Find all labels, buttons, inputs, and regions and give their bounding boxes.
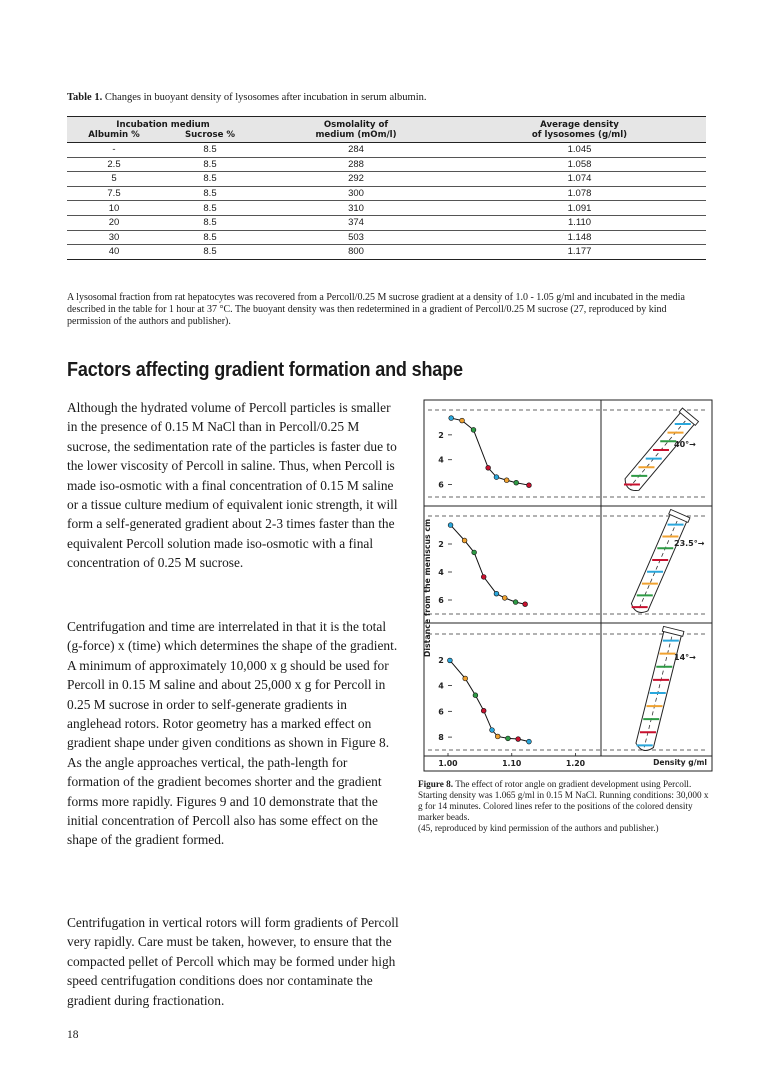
cell-osmolality: 292	[259, 172, 453, 187]
cell-osmolality: 310	[259, 201, 453, 216]
data-point	[502, 596, 507, 601]
header-density-line2: of lysosomes (g/ml)	[531, 130, 628, 140]
centrifuge-tube	[621, 408, 699, 495]
header-density	[453, 117, 706, 143]
data-point	[490, 728, 495, 733]
cell-density: 1.058	[453, 157, 706, 172]
data-point	[463, 676, 468, 681]
cell-albumin: 30	[67, 230, 161, 245]
table-row	[67, 201, 706, 216]
cell-sucrose: 8.5	[161, 230, 259, 245]
header-incubation-label: Incubation medium	[116, 120, 210, 130]
header-density-line1: Average density	[540, 120, 619, 130]
y-tick-label: 4	[438, 455, 444, 465]
y-tick-label: 6	[438, 480, 444, 490]
table-footnote: A lysosomal fraction from rat hepatocytes was recovered from a Percoll/0.25 M sucrose gradient at a density of 1.0 - 1.05 g/ml and incubated in the media described in the table for 1 hour at 37 °C. The buoyant density was then redetermined in a gradient of Percoll/0.25 M sucrose (27, reproduced by kind permission of the authors and publisher).	[67, 292, 685, 327]
cell-albumin: 5	[67, 172, 161, 187]
body-paragraph-1: Although the hydrated volume of Percoll particles is smaller in the presence of 0.15 M NaCl than in Percoll/0.25 M sucrose, the sedimentation rate of the particles is faster due to the lower viscosity of Percoll in saline. Thus, when Percoll is made iso-osmotic with a final concentration of 0.15 M saline or a tissue culture medium of equivalent ionic strength, it will form a self-generated gradient about 2-3 times faster than the equivalent Percoll solution made iso-osmotic with a final concentration of 0.25 M sucrose.	[67, 400, 398, 571]
cell-sucrose: 8.5	[161, 186, 259, 201]
cell-osmolality: 288	[259, 157, 453, 172]
cell-density: 1.177	[453, 245, 706, 260]
body-paragraph-2: Centrifugation and time are interrelated in that it is the total (g-force) x (time) which determines the shape of the gradient. A minimum of approximately 10,000 x g should be used for Percoll in 0.15 M saline and about 25,000 x g for Percoll in 0.25 M sucrose in order to self-generate gradients in anglehead rotors. Rotor geometry has a marked effect on gradient shape under given conditions as shown in Figure 8. As the angle approaches vertical, the path-length for formation of the gradient becomes shorter and the gradient forms more rapidly. Figures 9 and 10 demonstrate that the initial concentration of Percoll also has some effect on the shape of the gradient formed.	[67, 619, 398, 848]
cell-albumin: 2.5	[67, 157, 161, 172]
page-number: 18	[67, 1029, 79, 1041]
figure-caption	[418, 779, 714, 834]
y-tick-label: 2	[438, 655, 444, 665]
data-point	[471, 427, 476, 432]
data-point	[448, 523, 453, 528]
cell-density: 1.148	[453, 230, 706, 245]
data-point	[516, 737, 521, 742]
gradient-curve	[451, 525, 526, 604]
table-row	[67, 157, 706, 172]
angle-label: 40°→	[674, 440, 696, 449]
table-row	[67, 186, 706, 201]
table-body	[67, 143, 706, 260]
data-point	[527, 739, 532, 744]
header-incubation-medium	[67, 117, 259, 143]
table-1	[67, 116, 706, 260]
header-subcols	[67, 130, 259, 140]
y-tick-label: 2	[438, 540, 444, 549]
data-point	[495, 734, 500, 739]
cell-albumin: 40	[67, 245, 161, 260]
cell-density: 1.045	[453, 143, 706, 158]
data-point	[481, 708, 486, 713]
table-caption-text: Changes in buoyant density of lysosomes after incubation in serum albumin.	[104, 92, 427, 103]
header-osmolality-line1: Osmolality of	[323, 120, 389, 130]
data-point	[514, 480, 519, 485]
angle-label: 23.5°→	[674, 539, 705, 548]
cell-osmolality: 800	[259, 245, 453, 260]
data-point	[449, 416, 454, 421]
data-point	[513, 600, 518, 605]
x-tick-label: 1.10	[502, 759, 522, 768]
cell-osmolality: 503	[259, 230, 453, 245]
data-point	[506, 736, 511, 741]
centrifuge-tube	[633, 626, 684, 752]
table-row	[67, 230, 706, 245]
data-point	[481, 575, 486, 580]
header-osmolality-line2: medium (mOm/l)	[315, 130, 397, 140]
cell-albumin: 10	[67, 201, 161, 216]
cell-sucrose: 8.5	[161, 245, 259, 260]
data-point	[494, 475, 499, 480]
header-albumin: Albumin %	[88, 130, 140, 140]
data-point	[460, 418, 465, 423]
data-point	[504, 478, 509, 483]
data-point	[462, 538, 467, 543]
y-tick-label: 4	[438, 568, 444, 577]
data-point	[523, 602, 528, 607]
cell-sucrose: 8.5	[161, 157, 259, 172]
y-tick-label: 6	[438, 707, 444, 717]
cell-density: 1.110	[453, 215, 706, 230]
header-osmolality	[259, 117, 453, 143]
table-caption-label: Table 1.	[67, 92, 103, 103]
cell-sucrose: 8.5	[161, 143, 259, 158]
chart-ylabel: Distance from the meniscus cm	[423, 518, 432, 658]
cell-osmolality: 300	[259, 186, 453, 201]
table-caption	[67, 92, 707, 103]
figure-marks	[448, 408, 705, 753]
data-point	[473, 693, 478, 698]
table-row	[67, 245, 706, 260]
angle-label: 14°→	[674, 653, 696, 662]
y-tick-label: 2	[438, 430, 444, 440]
header-sucrose: Sucrose %	[184, 130, 236, 140]
y-tick-label: 4	[438, 681, 444, 691]
x-tick-label: 1.00	[438, 759, 458, 768]
cell-osmolality: 374	[259, 215, 453, 230]
section-heading: Factors affecting gradient formation and shape	[67, 358, 463, 381]
cell-osmolality: 284	[259, 143, 453, 158]
table-row	[67, 143, 706, 158]
y-tick-label: 6	[438, 596, 444, 605]
table-header-row	[67, 117, 706, 143]
chart-xlabel: Density g/ml	[653, 758, 707, 767]
figure-8-chart	[418, 398, 718, 773]
data-point	[472, 550, 477, 555]
data-point	[486, 465, 491, 470]
figure-caption-credit: (45, reproduced by kind permission of the authors and publisher.)	[418, 823, 659, 833]
gradient-curve	[451, 418, 529, 485]
cell-albumin: -	[67, 143, 161, 158]
cell-density: 1.078	[453, 186, 706, 201]
cell-density: 1.074	[453, 172, 706, 187]
table-row	[67, 172, 706, 187]
x-tick-label: 1.20	[565, 759, 586, 768]
cell-albumin: 20	[67, 215, 161, 230]
cell-sucrose: 8.5	[161, 215, 259, 230]
figure-caption-text: The effect of rotor angle on gradient development using Percoll. Starting density was 1.065 g/ml in 0.15 M NaCl. Running conditions: 30,000 x g for 14 minutes. Colored lines refer to the positions of the colored density marker beads.	[418, 779, 709, 822]
tube-outline	[629, 514, 687, 616]
cell-sucrose: 8.5	[161, 172, 259, 187]
cell-density: 1.091	[453, 201, 706, 216]
table-row	[67, 215, 706, 230]
cell-sucrose: 8.5	[161, 201, 259, 216]
cell-albumin: 7.5	[67, 186, 161, 201]
data-point	[448, 658, 453, 663]
data-point	[494, 591, 499, 596]
data-point	[527, 483, 532, 488]
figure-caption-label: Figure 8.	[418, 779, 454, 789]
y-tick-label: 8	[438, 733, 444, 743]
body-paragraph-3: Centrifugation in vertical rotors will form gradients of Percoll very rapidly. Care must be taken, however, to ensure that the compacted pellet of Percoll which may be formed under high speed centrifugation conditions does nor contaminate the gradient during fractionation.	[67, 915, 399, 1008]
centrifuge-tube	[628, 509, 690, 615]
